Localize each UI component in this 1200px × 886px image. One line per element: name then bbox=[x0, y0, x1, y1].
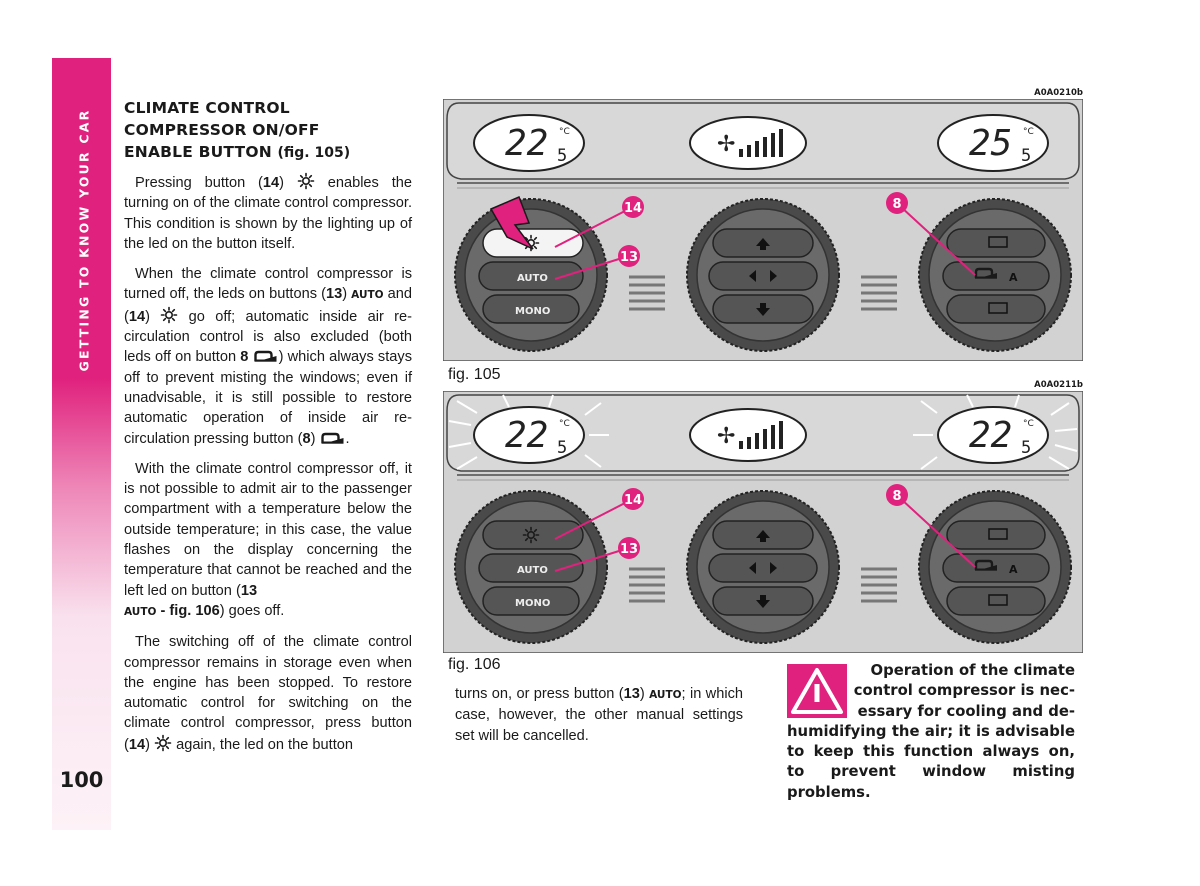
svg-text:5: 5 bbox=[1021, 146, 1032, 166]
figure-caption-106: fig. 106 bbox=[448, 656, 501, 673]
warning-text: Operation of the climate control compressor is nec- essary for cooling and de- humidifying the air; it is advisable to keep this function always on, to prevent window misting problems. bbox=[787, 662, 1075, 801]
right-temp-display bbox=[938, 407, 1048, 463]
middle-column bbox=[455, 684, 743, 756]
svg-text:22: 22 bbox=[505, 415, 549, 456]
svg-text:22: 22 bbox=[969, 415, 1013, 456]
fan-display bbox=[690, 117, 806, 169]
fan-display bbox=[690, 409, 806, 461]
svg-text:5: 5 bbox=[1021, 438, 1032, 458]
paragraph-3: With the climate control compressor off, it is not possible to admit air to the passenger compartment with a temperature below the outside temperature; in this case, the value flashes on the display concerning the temperature that cannot be reached and the left led on button (13 AUTO - fig. 106) goes off. bbox=[124, 460, 412, 619]
svg-text:✢: ✢ bbox=[717, 424, 736, 449]
svg-text:°C: °C bbox=[559, 419, 570, 429]
figure-106 bbox=[443, 380, 1083, 656]
compressor-icon bbox=[154, 734, 172, 752]
recirculation-icon bbox=[253, 350, 279, 364]
svg-text:22: 22 bbox=[505, 123, 549, 164]
right-temp-display bbox=[938, 115, 1048, 171]
svg-text:A: A bbox=[1009, 271, 1018, 284]
svg-text:14: 14 bbox=[623, 201, 643, 216]
paragraph-2: When the climate control compressor is turned off, the leds on buttons (13) AUTO and (14) go off; automatic inside air re-circulation control is also excluded (both leds off on button 8 ) which always stays off to prevent misting the windows; even if unadvisable, it is still possible to restore automatic operation of inside air re-circulation pressing button (8) . bbox=[124, 266, 412, 447]
warning-icon bbox=[787, 664, 847, 718]
compressor-icon bbox=[160, 306, 178, 324]
paragraph-4: The switching off of the climate control compressor remains in storage even when the engine has been stopped. To restore automatic control for switching on the climate control compressor, press button (14) again, the led on the button bbox=[124, 634, 412, 753]
figure-code: A0A0210b bbox=[1034, 88, 1083, 98]
svg-text:13: 13 bbox=[619, 250, 639, 265]
svg-text:✢: ✢ bbox=[717, 132, 736, 157]
right-knob bbox=[919, 491, 1071, 643]
svg-text:14: 14 bbox=[623, 493, 643, 508]
svg-text:8: 8 bbox=[892, 489, 902, 504]
svg-text:°C: °C bbox=[1023, 419, 1034, 429]
svg-text:MONO: MONO bbox=[515, 598, 551, 609]
left-temp-display bbox=[474, 407, 584, 463]
svg-text:AUTO: AUTO bbox=[517, 565, 548, 576]
paragraph-continued: turns on, or press button (13) AUTO; in which case, however, the other manual settings set will be cancelled. bbox=[455, 686, 743, 744]
climate-panel bbox=[443, 391, 1083, 653]
svg-text:MONO: MONO bbox=[515, 306, 551, 317]
svg-text:25: 25 bbox=[969, 123, 1013, 164]
center-knob bbox=[687, 199, 839, 351]
recirculation-icon bbox=[320, 432, 346, 446]
svg-text:5: 5 bbox=[557, 146, 568, 166]
section-label: GETTING TO KNOW YOUR CAR bbox=[76, 108, 92, 372]
left-temp-display bbox=[474, 115, 584, 171]
center-knob bbox=[687, 491, 839, 643]
left-knob bbox=[455, 491, 607, 643]
climate-panel bbox=[443, 99, 1083, 361]
svg-text:°C: °C bbox=[559, 127, 570, 137]
section-title: CLIMATE CONTROL COMPRESSOR ON/OFF ENABLE BUTTON (fig. 105) bbox=[124, 99, 351, 161]
svg-text:8: 8 bbox=[892, 197, 902, 212]
svg-text:A: A bbox=[1009, 563, 1018, 576]
figure-code: A0A0211b bbox=[1034, 380, 1083, 390]
compressor-icon bbox=[297, 172, 315, 190]
left-column bbox=[124, 97, 412, 765]
svg-text:13: 13 bbox=[619, 542, 639, 557]
paragraph-1: Pressing button (14) enables the turning on of the climate control compressor. This condition is shown by the lighting up of the led on the button itself. bbox=[124, 172, 412, 254]
figure-105 bbox=[443, 88, 1083, 373]
svg-text:5: 5 bbox=[557, 438, 568, 458]
figure-caption-105: fig. 105 bbox=[448, 366, 501, 383]
right-knob bbox=[919, 199, 1071, 351]
svg-text:AUTO: AUTO bbox=[517, 273, 548, 284]
svg-text:°C: °C bbox=[1023, 127, 1034, 137]
warning-box bbox=[787, 661, 1075, 803]
page-number: 100 bbox=[59, 768, 104, 792]
